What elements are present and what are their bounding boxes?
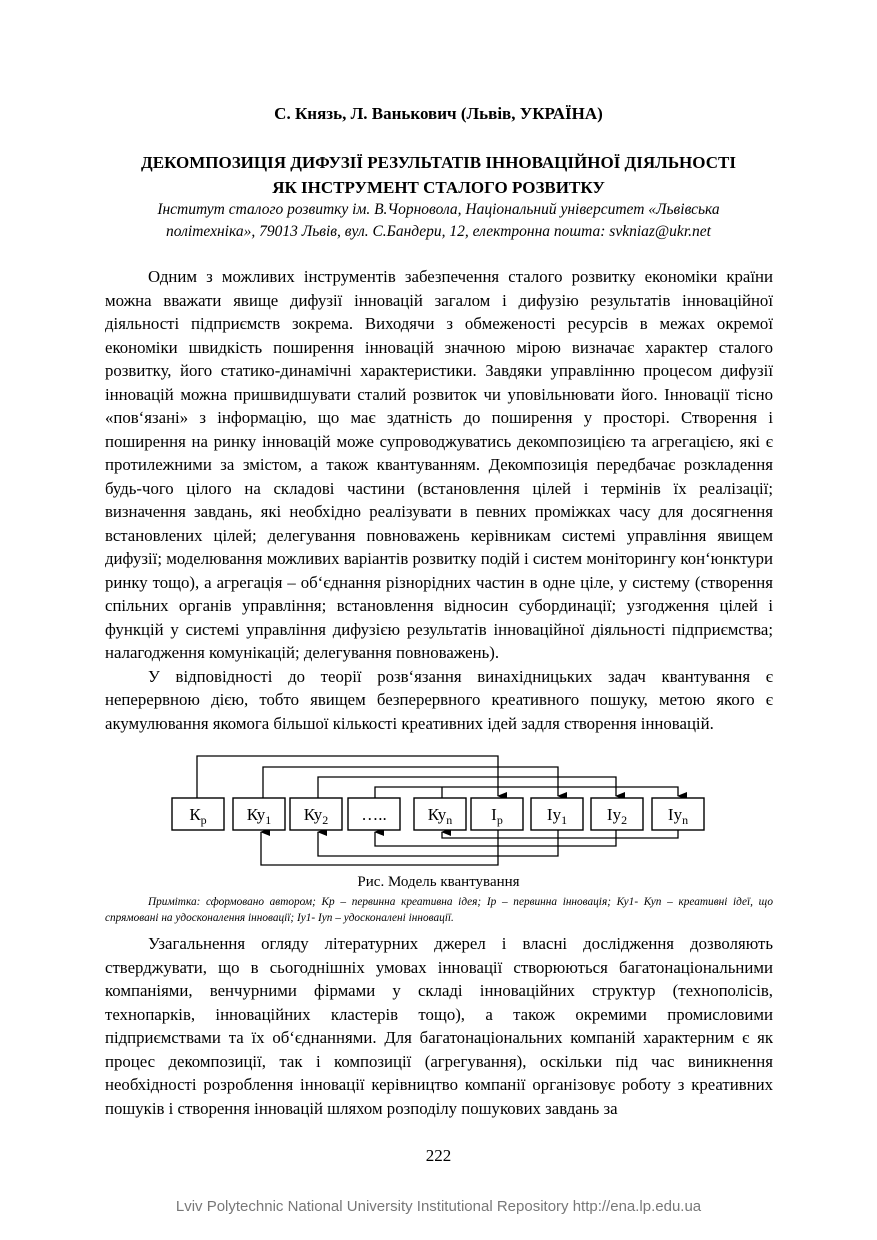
paragraph-1: Одним з можливих інструментів забезпечення сталого розвитку економіки країни можна вважати явище дифузії інновацій загалом і дифузію результатів інноваційної діяльності підприємств зокрема. Виходячи з обмеженості ресурсів в межах окремої економіки швидкість поширення інновацій значною мірою визначає характер сталого розвитку, його статико-динамічні характеристики. Завдяки управлінню процесом дифузії інновацій можна пришвидшувати сталий розвиток чи уповільнювати його. Інновації тісно «пов‘язані» з інформацію, що має здатність до поширення у просторі. Створення і поширення на ринку інновацій може супроводжуватись декомпозицією та агрегацією, які є протилежними за змістом, а також квантуванням. Декомпозиція передбачає розкладення будь-чого цілого на складові частини (встановлення цілей і термінів їх реалізації; визначення завдань, які необхідно реалізувати в певних проміжках часу для досягнення встановлених цілей; делегування повноважень керівникам системі управління явищем дифузії; моделювання можливих варіантів розвитку подій і систем моніторингу кон‘юнктури ринку тощо), а агрегація – об‘єднання різнорідних частин в одне ціле, у систему (створення спільних органів управління; встановлення відносин субординації; узгодження цілей і функцій у системі управління дифузією результатів інноваційної діяльності підприємства; налагодження комунікацій; делегування повноважень). — [105, 267, 773, 662]
iyn-to-kyn-arrow — [442, 830, 678, 838]
page-number: 222 — [425, 1146, 452, 1165]
box-label-main: ….. — [361, 805, 387, 824]
affiliation — [0, 199, 877, 242]
box-label-main: І — [491, 805, 497, 824]
box-label-main: Іу — [606, 805, 622, 824]
affiliation-line-2: політехніка», 79013 Львів, вул. С.Бандери, 12, електронна пошта: svkniaz@ukr.net — [166, 222, 711, 240]
body-text-top — [105, 265, 773, 735]
diagram-box-6 — [531, 798, 583, 830]
ky1-to-iy1-arrow — [263, 767, 558, 798]
box-label-main: Ку — [427, 805, 447, 824]
paper-title — [0, 150, 877, 200]
diagram-box-1 — [233, 798, 285, 830]
diagram-box-0 — [172, 798, 224, 830]
figure-note: Примітка: сформовано автором; Кр – первинна креативна ідея; Ір – первинна інновація; Ку1- Куn – креативні ідеї, що спрямовані на удосконалення інновації; Іу1- Іуn – удосконалені інновації. — [105, 896, 773, 924]
box-label-subscript: n — [682, 813, 689, 827]
box-label-main: Іу — [546, 805, 562, 824]
title-line-2: ЯК ІНСТРУМЕНТ СТАЛОГО РОЗВИТКУ — [272, 178, 605, 197]
ip-to-ky1-arrow — [261, 830, 498, 865]
paragraph-3: Узагальнення огляду літературних джерел і власні дослідження дозволяють стверджувати, що в сьогоднішніх умовах інновації створюються багатонаціональними компаніями, венчурними фірмами у складі інноваційних структур (технополісів, технопарків, інноваційних кластерів тощо), а також окремими промисловими підприємствами та їх об‘єднаннями. Для багатонаціональних компаній характерним є як процес декомпозиції, так і композиції (агрегування), оскільки під час виникнення необхідності розроблення інновації керівництво компанії організовує роботу з креативних пошуків і створення інновацій шляхом розподілу пошукових завдань за — [105, 934, 773, 1118]
box-label-subscript: р — [200, 813, 207, 827]
box-label-main: Ку — [246, 805, 266, 824]
affiliation-line-1: Інститут сталого розвитку ім. В.Чорновола, Національний університет «Львівська — [157, 201, 720, 218]
body-text-bottom — [105, 932, 773, 1120]
top-connectors — [197, 756, 678, 798]
authors: С. Князь, Л. Ванькович (Львів, УКРАЇНА) — [274, 104, 603, 123]
box-label-main: Іу — [667, 805, 683, 824]
figure-caption: Рис. Модель квантування — [357, 874, 520, 890]
box-label-subscript: 2 — [621, 813, 628, 827]
diagram-box-3 — [348, 798, 400, 830]
box-label-subscript: 2 — [322, 813, 329, 827]
repository-footer: Lviv Polytechnic National University Institutional Repository http://ena.lp.edu.ua — [175, 1198, 702, 1215]
diagram-box-7 — [591, 798, 643, 830]
box-row — [172, 798, 704, 830]
diagram-box-4 — [414, 798, 466, 830]
iy1-to-ky2-arrow — [318, 830, 558, 856]
box-label-subscript: р — [496, 813, 503, 827]
box-label-subscript: 1 — [561, 813, 568, 827]
box-label-main: Ку — [303, 805, 323, 824]
bottom-connectors — [261, 830, 678, 865]
dots-to-iyn-arrow — [375, 787, 678, 798]
box-label-main: К — [189, 805, 201, 824]
box-label-subscript: n — [446, 813, 453, 827]
diagram-box-5 — [471, 798, 523, 830]
diagram-box-label — [361, 805, 387, 824]
title-line-1: ДЕКОМПОЗИЦІЯ ДИФУЗІЇ РЕЗУЛЬТАТІВ ІННОВАЦІЙНОЇ ДІЯЛЬНОСТІ — [141, 153, 736, 172]
diagram-box-2 — [290, 798, 342, 830]
quantization-model-diagram — [160, 750, 720, 868]
box-label-subscript: 1 — [265, 813, 272, 827]
paragraph-2: У відповідності до теорії розв‘язання винахідницьких задач квантування є неперервною дією, тобто явищем безперервного креативного пошуку, метою якого є акумулювання якомога більшої кількості креативних ідей задля створення інновацій. — [105, 666, 773, 733]
diagram-box-8 — [652, 798, 704, 830]
